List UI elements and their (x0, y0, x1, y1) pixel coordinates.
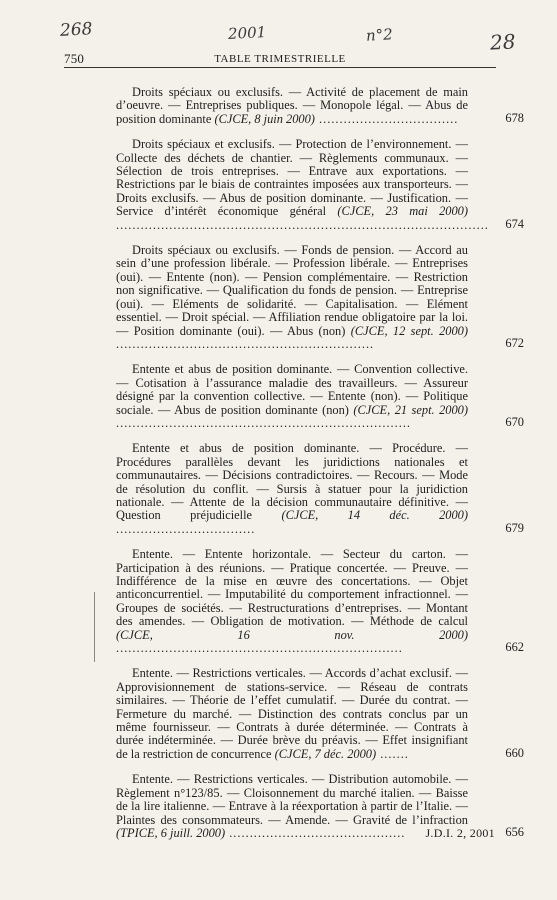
leader-dots: ...................................................................... (116, 641, 403, 656)
entry-page: 678 (505, 110, 524, 125)
entry-page: 670 (505, 414, 524, 429)
entry-text: Droits spéciaux et exclusifs. — Protection de l’environnement. — Collecte des déchets de chantier. — Règlements communaux. — Sélection de trois entreprises. — Entrave aux exportations. — Restrictions par le biais de contraintes imposées aux transporteurs. — Droits exclusifs. — Abus de position dominante. — Justification. — Service d’intérêt économique général (116, 137, 468, 219)
page-title: TABLE TRIMESTRIELLE (214, 53, 346, 65)
index-entry (116, 441, 524, 536)
entry-text: Entente. — Entente horizontale. — Secteur du carton. — Participation à des réunions. — Pratique concertée. — Preuve. — Indifférence de la mise en œuvre des concertations. — Objet anticoncurrentiel. — Imputabilité du comportement infractionnel. — Groupes de sociétés. — Restructurations d’entreprises. — Montant des amendes. — Obligation de motivation. — Méthode de calcul (116, 547, 468, 629)
handwritten-note: 2001 (227, 23, 267, 43)
entry-text: Entente et abus de position dominante. — Procédure. — Procédures parallèles devant les juridictions nationales et communautaires. — Décisions contradictoires. — Recours. — Mode de résolution du conflit. — Sursis à statuer pour la juridiction nationale. — Attente de la décision communautaire définitive. — Question préjudicielle (116, 441, 468, 523)
header-rule (64, 67, 496, 68)
entry-page: 656 (505, 824, 524, 839)
leader-dots: ........................................... (225, 825, 406, 840)
entry-text: Droits spéciaux ou exclusifs. — Fonds de pension. — Accord au sein d’une profession libérale. — Profession libérale. — Entreprises (oui). — Entente (non). — Pension complémentaire. — Restriction non significative. — Qualification du fonds de pension. — Entreprise (oui). — Eléments de solidarité. — Capitalisation. — Elément essentiel. — Droit spécial. — Affiliation rendue obligatoire par la loi. — Position dominante (oui). — Abus (non) (116, 243, 468, 338)
entry-text: Entente et abus de position dominante. — Convention collective. — Cotisation à l’assurance maladie des travailleurs. — Assureur désigné par la convention collective. — Entente (non). — Politique sociale. — Abus de position dominante (non) (116, 362, 468, 417)
index-entry (116, 137, 524, 232)
leader-dots: ............................................................... (116, 336, 375, 351)
entry-page: 679 (505, 520, 524, 535)
index-entry (116, 85, 524, 126)
entry-text: Entente. — Restrictions verticales. — Accords d’achat exclusif. — Approvisionnement de stations-service. — Réseau de contrats similaires. — Théorie de l’effet cumulatif. — Durée du contrat. — Fermeture du marché. — Distinction des contrats conclus par un même fournisseur. — Contrats à durée déterminée. — Contrats à durée indéterminée. — Durée brève du préavis. — Effet insignifiant de la restriction de concurrence (116, 666, 468, 761)
index-entries (116, 85, 524, 852)
entry-text: Entente. — Restrictions verticales. — Distribution automobile. — Règlement n°123/85. — Cloisonnement du marché italien. — Baisse de la lire italienne. — Entrave à la réexportation à partir de l’Italie. — Plaintes des consommateurs. — Amende. — Gravité de l’infraction (116, 772, 468, 827)
entry-citation: (CJCE, 16 nov. 2000) (116, 627, 468, 642)
leader-dots: .................................. (314, 111, 459, 126)
index-entry (116, 362, 524, 430)
margin-mark (94, 592, 95, 662)
entry-citation: (CJCE, 7 déc. 2000) (274, 746, 377, 761)
leader-dots: ........................................................................................... (116, 217, 489, 232)
entry-page: 662 (505, 640, 524, 655)
entry-citation: (CJCE, 21 sept. 2000) (353, 402, 468, 417)
index-entry (116, 666, 524, 761)
handwritten-note: 268 (59, 19, 93, 41)
entry-page: 672 (505, 335, 524, 350)
entry-citation: (TPICE, 6 juill. 2000) (116, 825, 226, 840)
index-entry (116, 547, 524, 656)
entry-citation: (CJCE, 8 juin 2000) (214, 111, 315, 126)
leader-dots: .................................. (116, 521, 256, 536)
entry-text: Droits spéciaux ou exclusifs. — Activité de placement de main d’oeuvre. — Entreprises publiques. — Monopole légal. — Abus de position dominante (116, 85, 468, 126)
entry-citation: (CJCE, 23 mai 2000) (337, 204, 469, 219)
leader-dots: ........................................................................ (116, 415, 412, 430)
index-entry (116, 243, 524, 351)
entry-page: 674 (505, 216, 524, 231)
journal-footer: J.D.I. 2, 2001 (425, 826, 495, 840)
entry-citation: (CJCE, 14 déc. 2000) (281, 508, 468, 523)
handwritten-note: 28 (489, 29, 517, 55)
page-number: 750 (64, 51, 85, 66)
leader-dots: ....... (376, 746, 409, 761)
entry-page: 660 (505, 745, 524, 760)
entry-citation: (CJCE, 12 sept. 2000) (350, 323, 468, 338)
handwritten-note: n°2 (365, 25, 394, 45)
